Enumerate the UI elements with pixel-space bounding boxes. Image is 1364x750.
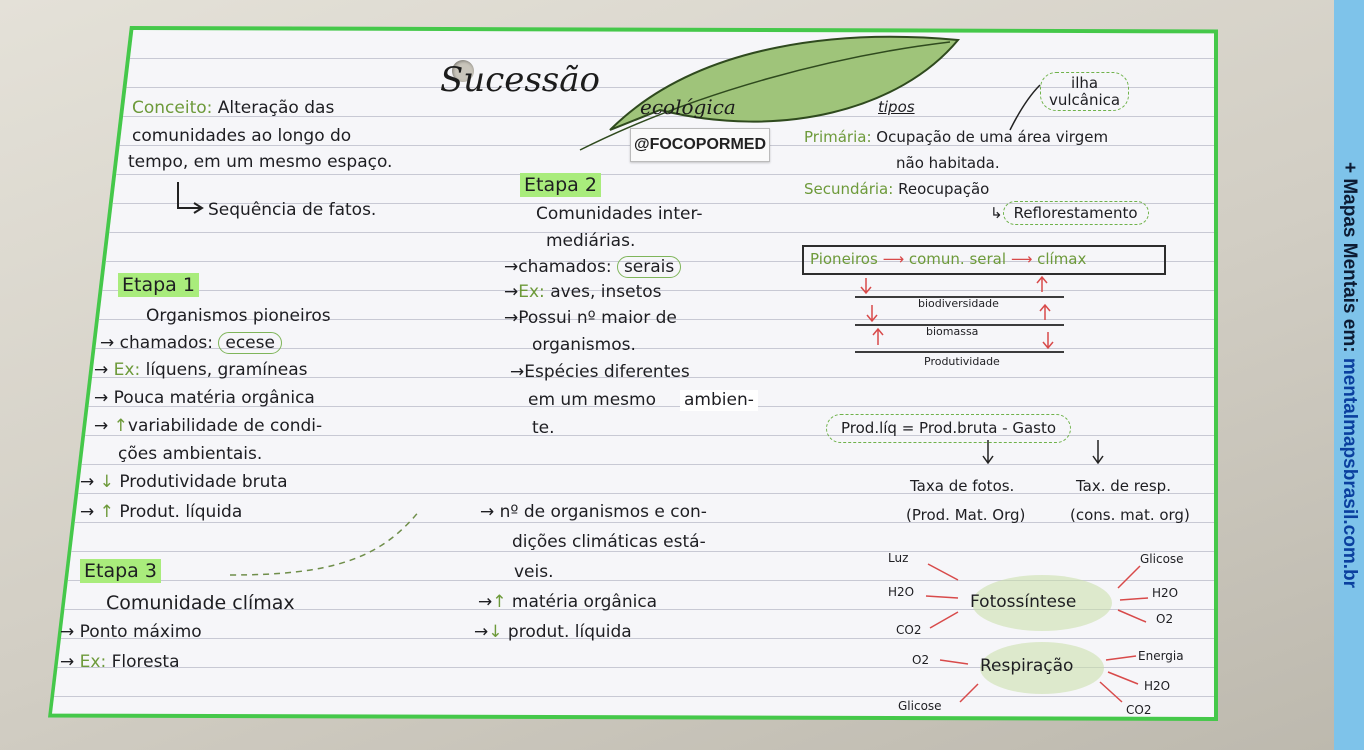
reflorestamento-row: ↳ Reflorestamento	[990, 206, 1149, 221]
equation-left-line1: Taxa de fotos.	[910, 477, 1015, 495]
etapa3-right3: veis.	[514, 562, 554, 582]
etapa1-chamados: → chamados: ecese	[100, 335, 282, 352]
etapa3-right4-text: matéria orgânica	[511, 592, 658, 612]
equation-arrow-right	[1093, 440, 1103, 463]
conceito-line1	[132, 100, 334, 117]
etapa1-ex-label: Ex:	[113, 360, 141, 380]
etapa3-right5: →↓ produt. líquida	[474, 622, 632, 642]
etapa1-heading	[118, 276, 199, 295]
ilha-line2: vulcânica	[1049, 90, 1121, 109]
secundaria-label: Secundária:	[804, 180, 894, 198]
tipos-primaria	[804, 130, 1108, 145]
flow-seral: comun. seral	[908, 250, 1007, 268]
down-arrow-icon: ↓	[488, 622, 503, 642]
etapa3-example: → Ex: Floresta	[60, 652, 180, 672]
resp-in-glicose: Glicose	[898, 699, 942, 713]
flow-row-produtividade: Produtividade	[924, 355, 1000, 368]
secundaria-text: Reocupação	[898, 180, 990, 198]
etapa1-item2b: ções ambientais.	[118, 444, 263, 464]
ilha-arrow	[1010, 85, 1040, 130]
foto-in-co2: CO2	[896, 623, 922, 637]
conceito-line3: tempo, em um mesmo espaço.	[128, 152, 393, 172]
etapa2-line1: Comunidades inter-	[536, 204, 703, 224]
etapa2-item1b: organismos.	[532, 335, 636, 355]
etapa2-item2a-text: Espécies diferentes	[524, 362, 690, 382]
etapa1-ex-text: líquens, gramíneas	[145, 360, 308, 380]
flow-climax: clímax	[1037, 250, 1087, 268]
flow-row-biomassa: biomassa	[926, 325, 979, 338]
banner-text	[1338, 162, 1360, 588]
etapa3-ex-label: Ex:	[79, 652, 107, 672]
equation-cloud: Prod.líq = Prod.bruta - Gasto	[826, 414, 1071, 443]
etapa3-heading-text: Etapa 3	[80, 559, 161, 583]
equation-arrow-left	[983, 440, 993, 463]
foto-in-h2o: H2O	[888, 585, 915, 599]
etapa3-right2: dições climáticas está-	[512, 532, 706, 552]
etapa2-item1a: →Possui nº maior de	[504, 308, 677, 328]
etapa3-right5-text: produt. líquida	[507, 622, 632, 642]
resp-out-co2: CO2	[1126, 703, 1152, 717]
etapa2-example: →Ex: aves, insetos	[504, 282, 662, 302]
equation-right-line1: Tax. de resp.	[1076, 477, 1171, 495]
etapa3-ex-text: Floresta	[111, 652, 180, 672]
author-tag: @FOCOPORMED	[630, 128, 770, 162]
etapa3-line1: Comunidade clímax	[106, 592, 295, 614]
primaria-label: Primária:	[804, 128, 872, 146]
etapa3-heading	[80, 562, 161, 581]
tipos-secundaria	[804, 182, 989, 197]
reflorestamento-cloud: Reflorestamento	[1003, 201, 1149, 225]
etapa2-chamados: →chamados: serais	[504, 259, 681, 276]
conceito-label: Conceito:	[132, 98, 213, 118]
etapa2-item2a: →Espécies diferentes	[510, 362, 690, 382]
conceito-line2: comunidades ao longo do	[132, 126, 352, 146]
ilha-line1: ilha	[1071, 74, 1099, 92]
etapa1-chamados-term: ecese	[218, 332, 282, 354]
up-arrow-icon: ↑	[99, 502, 114, 522]
etapa2-ex-text: aves, insetos	[550, 282, 662, 302]
up-arrow-icon: ↑	[492, 592, 507, 612]
banner-prefix: + Mapas Mentais em:	[1339, 161, 1360, 358]
etapa1-heading-text: Etapa 1	[118, 273, 199, 297]
etapa3-right1-text: nº de organismos e con-	[499, 502, 707, 522]
flow-row-biodiversidade: biodiversidade	[918, 297, 999, 310]
resp-out-h2o: H2O	[1144, 679, 1171, 693]
flow-arrow-icon: ⟶	[1010, 250, 1033, 268]
etapa2-line2: mediárias.	[546, 231, 636, 251]
etapa2-item2b: em um mesmo	[528, 390, 656, 410]
banner-url[interactable]: mentalmapsbrasil.com.br	[1339, 357, 1360, 589]
primaria-text: Ocupação de uma área virgem	[876, 128, 1109, 146]
etapa2-chamados-label: chamados:	[518, 257, 612, 277]
etapa1-item1: → Pouca matéria orgânica	[94, 388, 315, 408]
etapa3-connector	[230, 510, 420, 575]
etapa2-item2c: ambien-	[680, 390, 758, 411]
etapa1-example: → Ex: líquens, gramíneas	[94, 360, 308, 380]
etapa3-right4: →↑ matéria orgânica	[478, 592, 658, 612]
down-arrow-icon: ↓	[99, 472, 114, 492]
etapa2-heading-text: Etapa 2	[520, 173, 601, 197]
succession-flow	[810, 252, 1086, 267]
etapa1-line1: Organismos pioneiros	[146, 306, 331, 326]
foto-out-glicose: Glicose	[1140, 552, 1184, 566]
etapa3-right1: → nº de organismos e con-	[480, 502, 707, 522]
etapa1-item4: → ↑ Produt. líquida	[80, 502, 243, 522]
foto-out-o2: O2	[1156, 612, 1174, 626]
etapa1-item4-text: Produt. líquida	[119, 502, 243, 522]
respiracao-label: Respiração	[980, 656, 1074, 676]
flow-pioneiros: Pioneiros	[810, 250, 878, 268]
resp-out-energia: Energia	[1138, 649, 1184, 663]
ilha-cloud	[1040, 72, 1129, 111]
foto-in-luz: Luz	[888, 551, 909, 565]
etapa1-item3: → ↓ Produtividade bruta	[80, 472, 288, 492]
resp-in-o2: O2	[912, 653, 930, 667]
etapa1-item2a-text: variabilidade de condi-	[127, 416, 323, 436]
etapa1-item3-text: Produtividade bruta	[119, 472, 288, 492]
fotossintese-label: Fotossíntese	[970, 592, 1077, 612]
page-title: Sucessão	[440, 60, 600, 100]
etapa1-chamados-label: chamados:	[119, 333, 213, 353]
etapa2-item2d: te.	[532, 418, 555, 438]
etapa2-item1a-text: Possui nº maior de	[518, 308, 677, 328]
page-subtitle: ecológica	[640, 95, 736, 119]
side-banner	[1334, 0, 1364, 750]
conceito-line1-text: Alteração das	[217, 98, 335, 118]
etapa2-chamados-term: serais	[617, 256, 681, 278]
etapa3-item1: → Ponto máximo	[60, 622, 202, 642]
foto-out-h2o: H2O	[1152, 586, 1179, 600]
up-arrow-icon: ↑	[113, 416, 128, 436]
etapa2-heading	[520, 176, 601, 195]
conceito-result: Sequência de fatos.	[208, 200, 377, 220]
flow-arrow-icon: ⟶	[882, 250, 905, 268]
tipos-heading: tipos	[878, 98, 915, 116]
etapa1-item1-text: Pouca matéria orgânica	[113, 388, 315, 408]
etapa2-ex-label: Ex:	[518, 282, 545, 302]
etapa1-item2a: → ↑variabilidade de condi-	[94, 416, 323, 436]
etapa3-item1-text: Ponto máximo	[79, 622, 202, 642]
primaria-text2: não habitada.	[896, 154, 1000, 172]
equation-left-line2: (Prod. Mat. Org)	[906, 506, 1026, 524]
equation-right-line2: (cons. mat. org)	[1070, 506, 1190, 524]
